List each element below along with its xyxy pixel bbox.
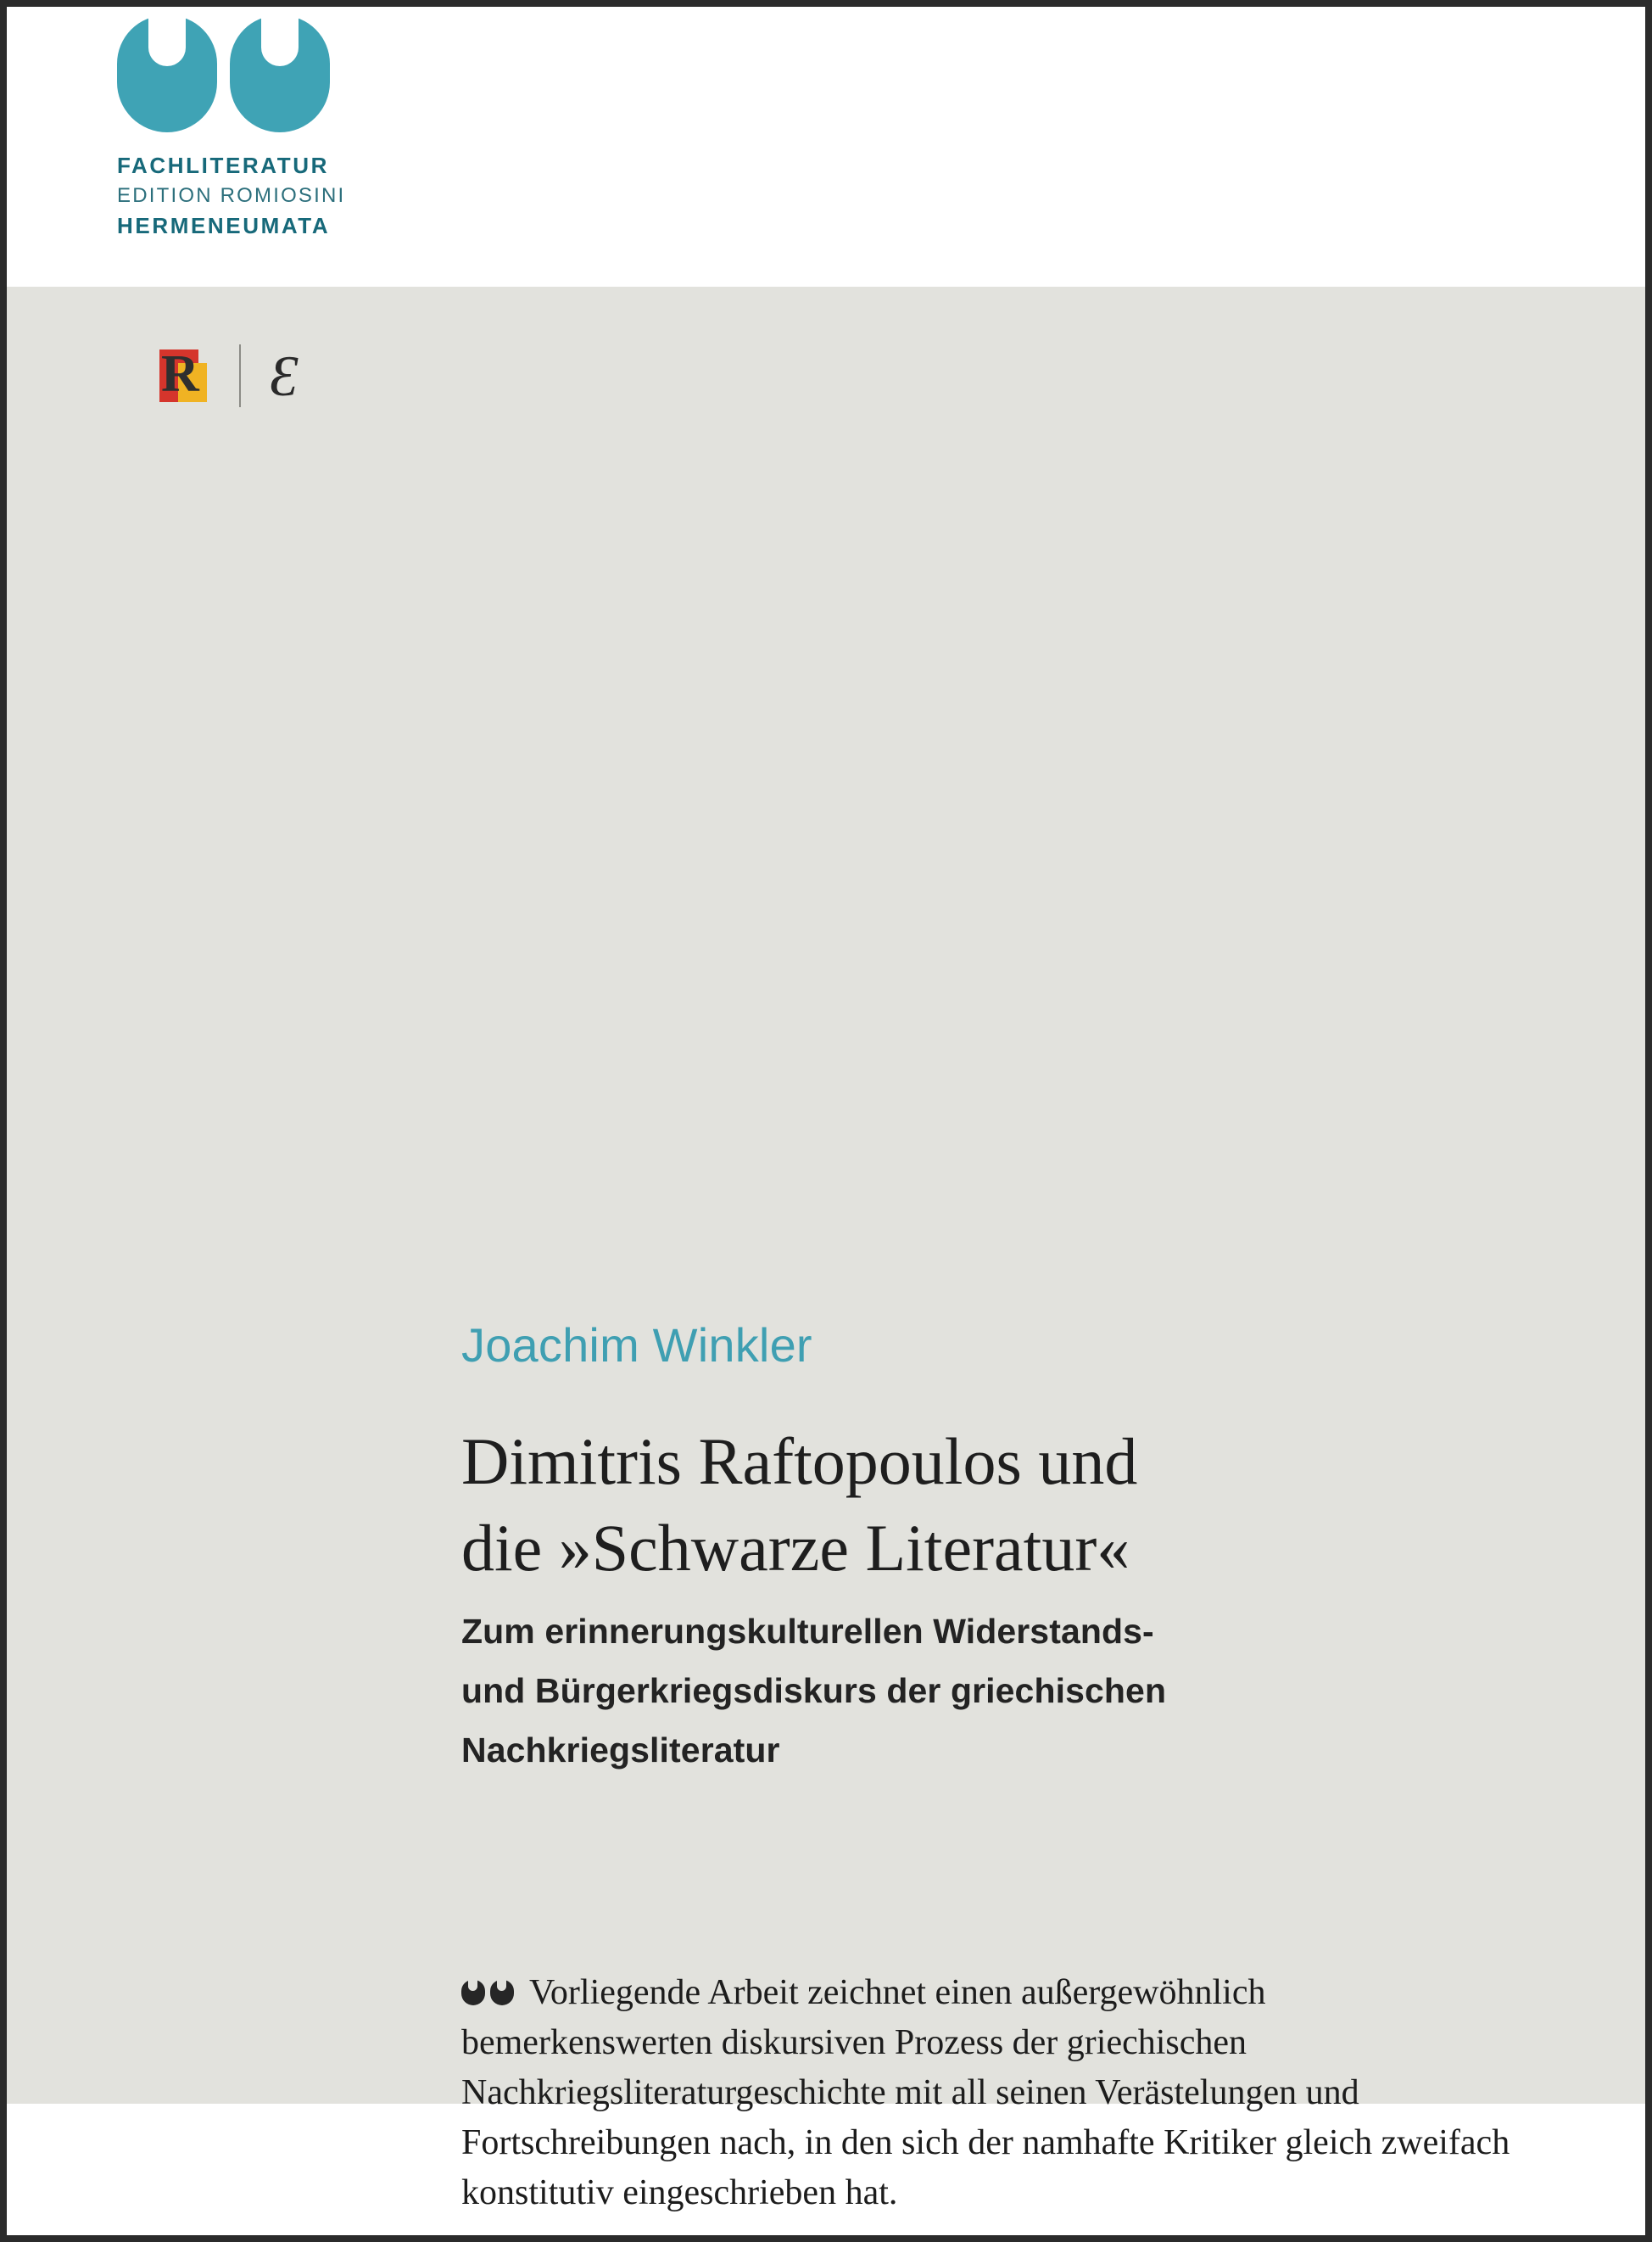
book-subtitle [461, 1602, 1504, 1780]
quotation-mark-logo-icon [117, 15, 342, 134]
imprint-block [117, 15, 388, 239]
title-block [461, 1317, 1504, 1780]
cover-panel [7, 287, 1645, 2212]
romiosini-logo-icon [159, 345, 210, 403]
book-title-line-1: Dimitris Raftopoulos und [461, 1424, 1138, 1498]
subtitle-line-1: Zum erinnerungskulturellen Widerstands- [461, 1612, 1154, 1651]
romiosini-letter: R [161, 345, 199, 403]
edition-epsilon-icon: Ɛ [270, 344, 299, 408]
book-cover-page [7, 7, 1645, 2235]
book-title-line-2: die »Schwarze Literatur« [461, 1511, 1130, 1585]
imprint-line-fachliteratur: FACHLITERATUR [117, 153, 329, 178]
subtitle-line-3: Nachkriegsliteratur [461, 1730, 780, 1770]
publisher-marks [159, 338, 299, 414]
quote-icon [461, 1980, 517, 2005]
imprint-line-hermeneumata: HERMENEUMATA [117, 213, 331, 238]
blurb-text: Vorliegende Arbeit zeichnet einen außergewöhnlich bemerkenswerten diskursiven Prozess der griechischen Nachkriegsliteraturgeschichte mit all seinen Verästelungen und Fortschreibungen nach, in den sich der namhafte Kritiker gleich zweifach konstitutiv eingeschrieben hat. [461, 1973, 1510, 2212]
blurb-block [461, 1932, 1513, 2235]
blurb-paragraph [461, 1968, 1513, 2218]
author-name: Joachim Winkler [461, 1318, 812, 1372]
imprint-text [117, 153, 388, 239]
subtitle-line-2: und Bürgerkriegsdiskurs der griechischen [461, 1671, 1167, 1710]
imprint-line-edition-romiosini: EDITION ROMIOSINI [117, 184, 346, 207]
vertical-divider [239, 344, 241, 407]
